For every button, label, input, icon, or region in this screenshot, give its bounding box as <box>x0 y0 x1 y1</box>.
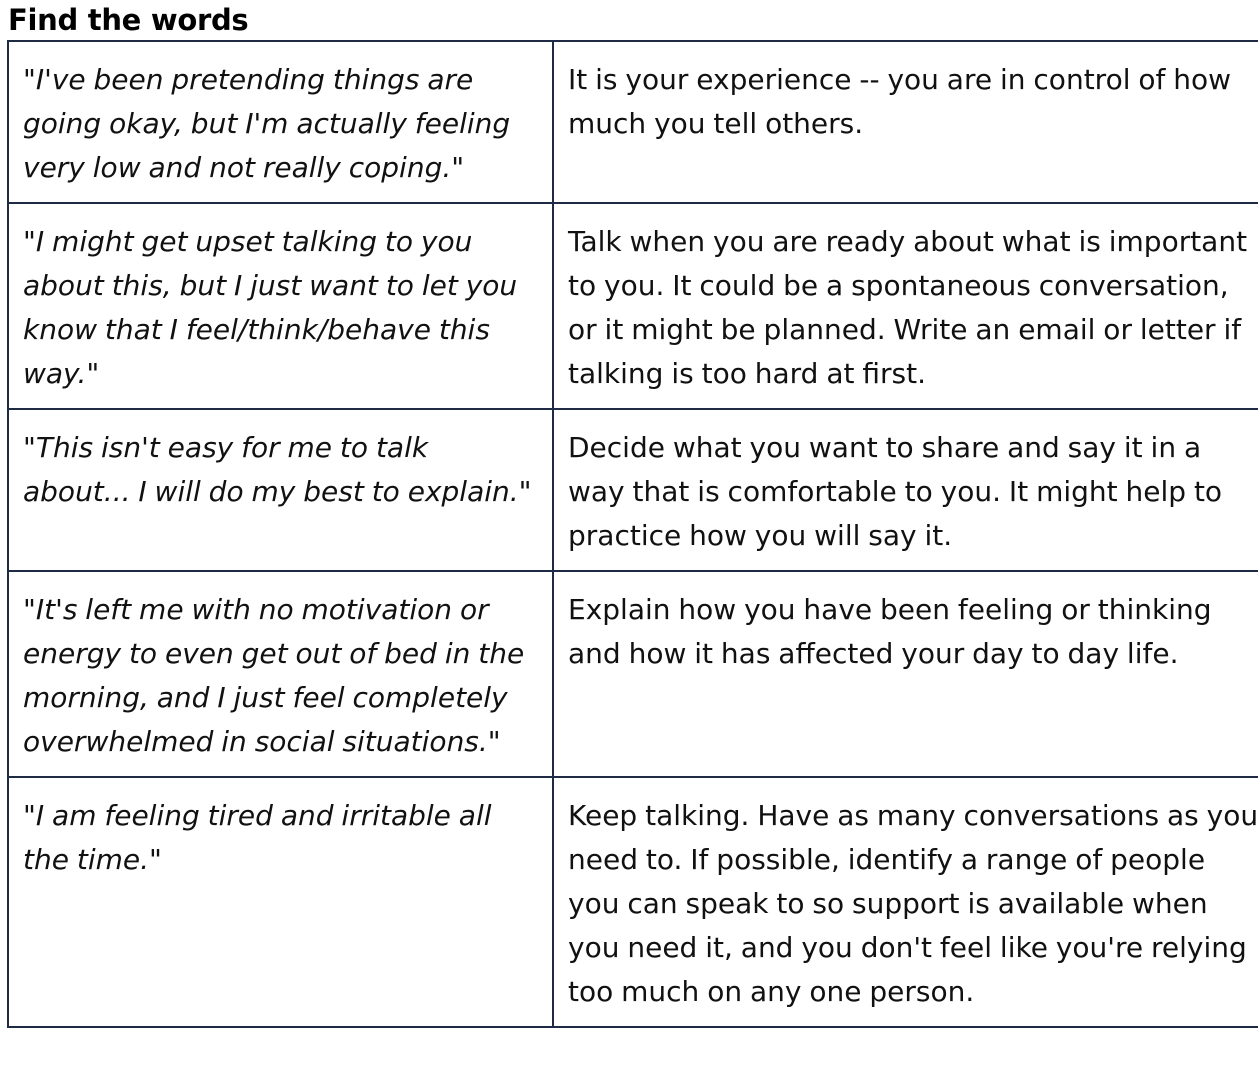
advice-cell: It is your experience -- you are in control of how much you tell others. <box>553 41 1258 203</box>
advice-cell: Keep talking. Have as many conversations as you need to. If possible, identify a range of people you can speak to so support is available when you need it, and you don't feel like you're relying too much on any one person. <box>553 777 1258 1027</box>
table-row <box>8 409 1258 571</box>
quote-cell: "I am feeling tired and irritable all the time." <box>8 777 553 1027</box>
quote-cell: "It's left me with no motivation or energy to even get out of bed in the morning, and I just feel completely overwhelmed in social situations." <box>8 571 553 777</box>
quote-cell: "I've been pretending things are going okay, but I'm actually feeling very low and not really coping." <box>8 41 553 203</box>
words-table-body <box>8 41 1258 1027</box>
table-row <box>8 41 1258 203</box>
advice-cell: Explain how you have been feeling or thinking and how it has affected your day to day life. <box>553 571 1258 777</box>
words-table <box>7 40 1258 1028</box>
advice-cell: Talk when you are ready about what is important to you. It could be a spontaneous conversation, or it might be planned. Write an email or letter if talking is too hard at first. <box>553 203 1258 409</box>
table-row <box>8 571 1258 777</box>
advice-cell: Decide what you want to share and say it in a way that is comfortable to you. It might help to practice how you will say it. <box>553 409 1258 571</box>
page-title: Find the words <box>8 3 249 37</box>
quote-cell: "This isn't easy for me to talk about... I will do my best to explain." <box>8 409 553 571</box>
quote-cell: "I might get upset talking to you about this, but I just want to let you know that I feel/think/behave this way." <box>8 203 553 409</box>
table-row <box>8 777 1258 1027</box>
table-row <box>8 203 1258 409</box>
